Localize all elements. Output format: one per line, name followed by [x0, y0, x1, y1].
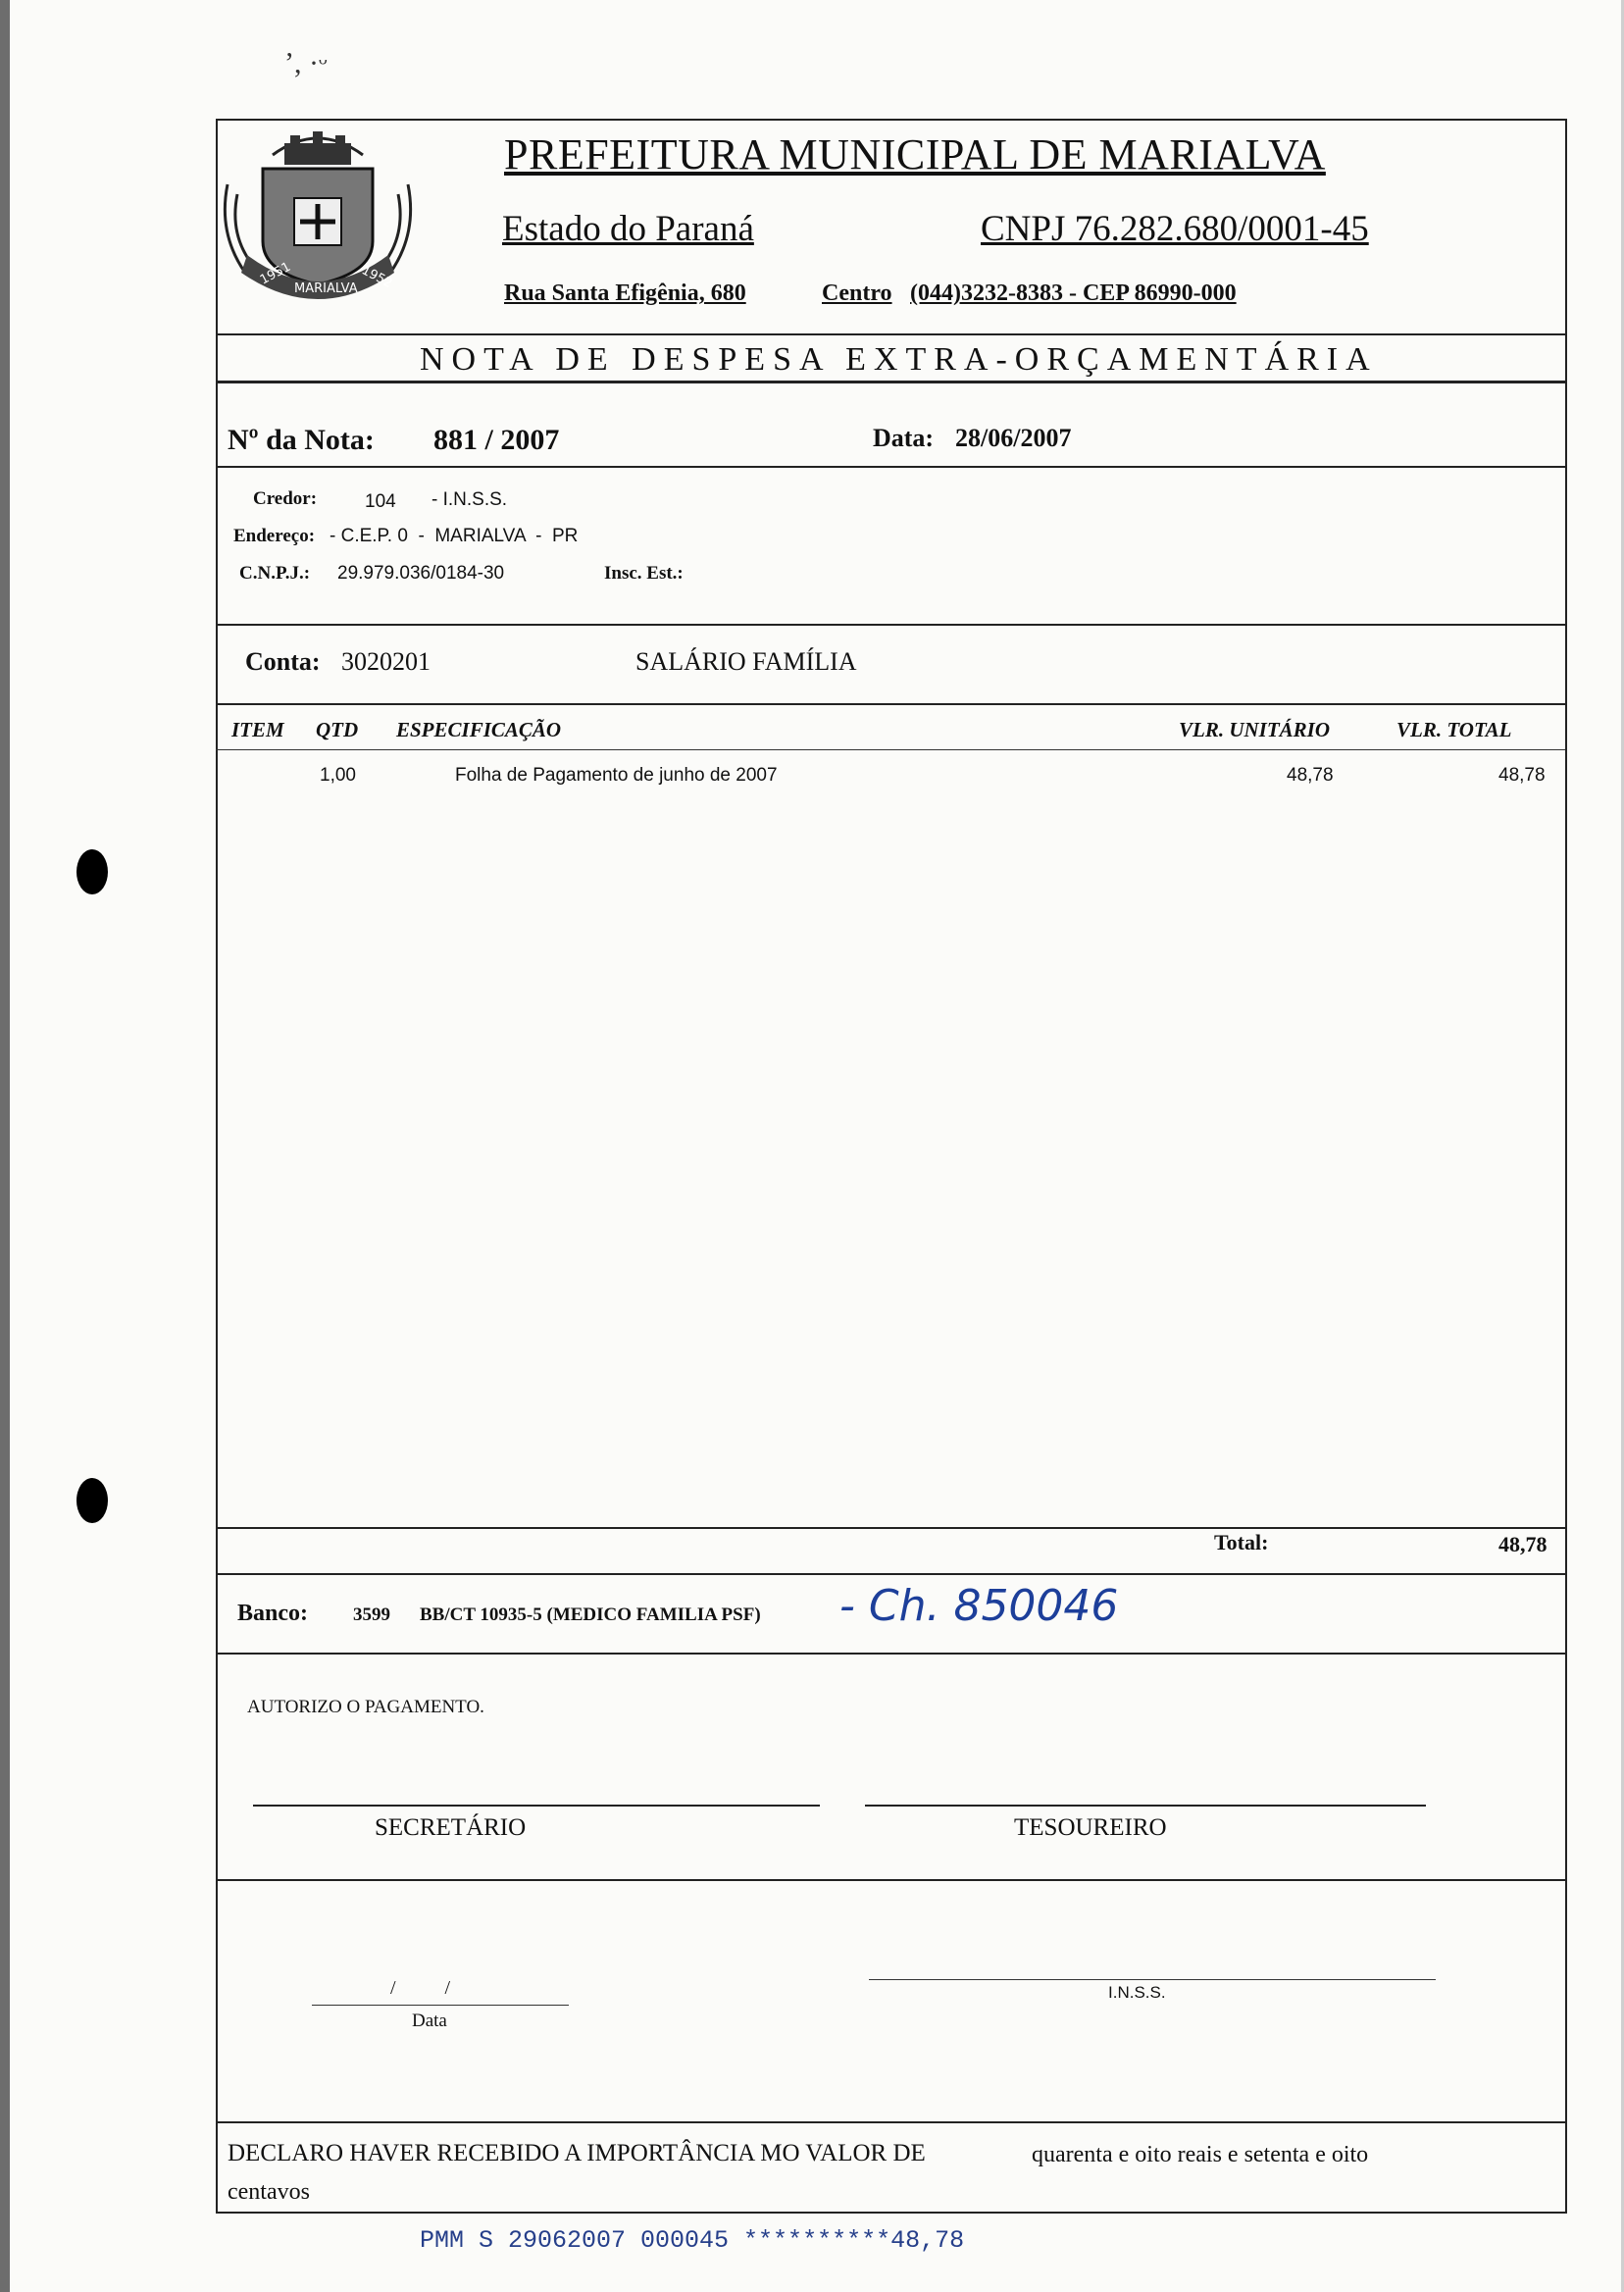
punch-hole — [76, 1478, 108, 1523]
svg-text:1951: 1951 — [257, 259, 294, 288]
svg-text:1952: 1952 — [359, 263, 395, 292]
state-name: Estado do Paraná — [502, 209, 754, 249]
payment-stamp: PMM S 29062007 000045 **********48,78 — [420, 2226, 965, 2255]
declaration-text: DECLARO HAVER RECEBIDO A IMPORTÂNCIA MO VALOR DE — [228, 2140, 926, 2166]
authorization-text: AUTORIZO O PAGAMENTO. — [247, 1697, 484, 1717]
row-total-value: 48,78 — [1498, 765, 1546, 786]
signature-line — [869, 1979, 1436, 1980]
column-header-unit: VLR. UNITÁRIO — [1179, 718, 1331, 741]
nota-date-label: Data: — [873, 424, 935, 452]
handwritten-check-number: - Ch. 850046 — [839, 1581, 1119, 1631]
bank-account: BB/CT 10935-5 (MEDICO FAMILIA PSF) — [420, 1604, 761, 1625]
municipality-title: PREFEITURA MUNICIPAL DE MARIALVA — [504, 130, 1326, 178]
scan-left-edge — [0, 0, 10, 2292]
divider — [216, 624, 1565, 626]
divider — [216, 381, 1565, 383]
row-unit-value: 48,78 — [1287, 765, 1334, 786]
divider — [216, 749, 1565, 750]
nota-number-label: Nº da Nota: — [228, 424, 375, 456]
bank-code: 3599 — [353, 1604, 390, 1625]
column-header-spec: ESPECIFICAÇÃO — [396, 718, 562, 741]
receipt-date-slashes: / / — [390, 1977, 451, 1999]
cnpj-value: 29.979.036/0184-30 — [337, 563, 505, 584]
credor-name: - I.N.S.S. — [431, 489, 508, 510]
total-label: Total: — [1214, 1530, 1269, 1554]
signature-line — [865, 1805, 1426, 1807]
nota-number-value: 881 / 2007 — [433, 424, 560, 456]
municipal-crest-icon — [218, 126, 418, 302]
total-value: 48,78 — [1498, 1532, 1548, 1556]
divider — [216, 333, 1565, 335]
punch-hole — [76, 849, 108, 894]
endereco-value: - C.E.P. 0 - MARIALVA - PR — [330, 526, 579, 546]
insc-est-label: Insc. Est.: — [604, 563, 684, 584]
divider — [216, 703, 1565, 705]
receipt-signature-label: I.N.S.S. — [1108, 1983, 1166, 2002]
row-spec: Folha de Pagamento de junho de 2007 — [455, 765, 778, 786]
date-line — [312, 2005, 569, 2006]
column-header-item: ITEM — [231, 718, 284, 741]
municipality-cnpj: CNPJ 76.282.680/0001-45 — [981, 209, 1369, 249]
row-qtd: 1,00 — [320, 765, 356, 786]
column-header-total: VLR. TOTAL — [1396, 718, 1512, 741]
divider — [216, 2121, 1565, 2123]
address-phone-cep: (044)3232-8383 - CEP 86990-000 — [910, 280, 1237, 306]
svg-text:MARIALVA: MARIALVA — [294, 281, 358, 296]
divider — [216, 466, 1565, 468]
declaration-amount-words: quarenta e oito reais e setenta e oito — [1032, 2142, 1369, 2167]
credor-code: 104 — [365, 491, 396, 512]
declaration-amount-words-cont: centavos — [228, 2179, 310, 2205]
signature-secretario: SECRETÁRIO — [375, 1814, 527, 1841]
receipt-date-label: Data — [412, 2011, 447, 2031]
nota-date-value: 28/06/2007 — [955, 424, 1072, 452]
column-header-qtd: QTD — [316, 718, 359, 741]
divider — [216, 1653, 1565, 1655]
signature-tesoureiro: TESOUREIRO — [1014, 1814, 1167, 1841]
document-type-title: NOTA DE DESPESA EXTRA-ORÇAMENTÁRIA — [420, 341, 1378, 378]
bank-label: Banco: — [237, 1601, 308, 1626]
cnpj-label: C.N.P.J.: — [239, 563, 311, 584]
divider — [216, 1879, 1565, 1881]
address-district: Centro — [822, 280, 892, 306]
conta-name: SALÁRIO FAMÍLIA — [635, 647, 857, 676]
conta-code: 3020201 — [341, 647, 431, 676]
divider — [216, 1527, 1565, 1529]
signature-line — [253, 1805, 820, 1807]
conta-label: Conta: — [245, 647, 321, 676]
divider — [216, 1573, 1565, 1575]
credor-label: Credor: — [253, 488, 318, 509]
top-scribble: ʼ, ·ᵕ — [284, 47, 328, 79]
address-street: Rua Santa Efigênia, 680 — [504, 280, 746, 306]
endereco-label: Endereço: — [233, 526, 316, 546]
